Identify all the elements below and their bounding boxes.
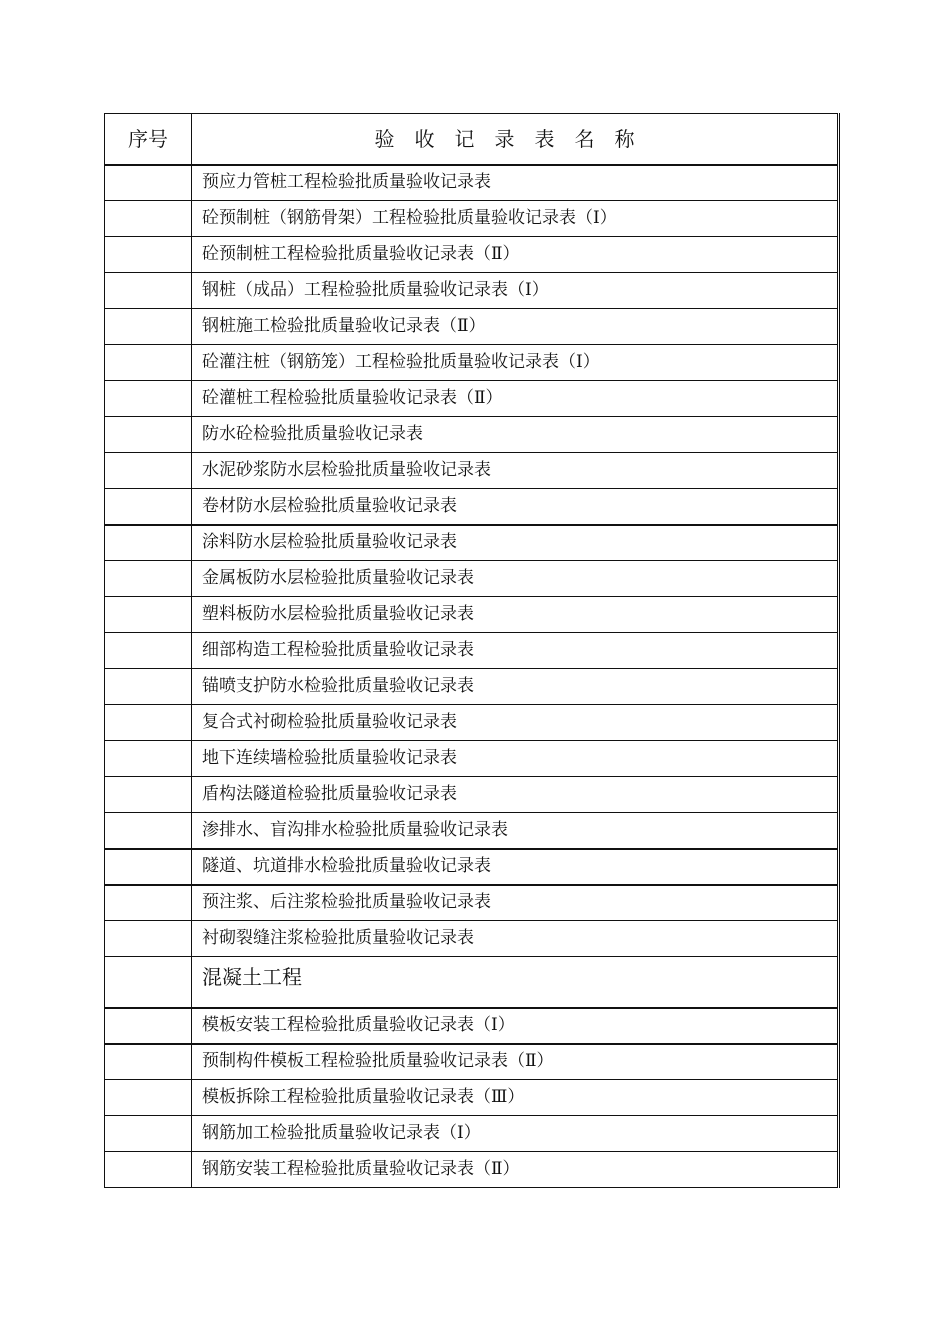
table-row bbox=[105, 381, 839, 417]
row-seq bbox=[105, 741, 192, 777]
row-name: 砼预制桩工程检验批质量验收记录表（Ⅱ） bbox=[192, 237, 839, 273]
row-seq bbox=[105, 1116, 192, 1152]
row-name: 隧道、坑道排水检验批质量验收记录表 bbox=[192, 849, 839, 885]
row-name: 衬砌裂缝注浆检验批质量验收记录表 bbox=[192, 921, 839, 957]
row-name: 地下连续墙检验批质量验收记录表 bbox=[192, 741, 839, 777]
table-row bbox=[105, 561, 839, 597]
row-seq bbox=[105, 633, 192, 669]
row-seq bbox=[105, 453, 192, 489]
row-seq bbox=[105, 777, 192, 813]
table-row bbox=[105, 525, 839, 561]
row-name: 卷材防水层检验批质量验收记录表 bbox=[192, 489, 839, 525]
row-name: 盾构法隧道检验批质量验收记录表 bbox=[192, 777, 839, 813]
table-row bbox=[105, 633, 839, 669]
row-name: 渗排水、盲沟排水检验批质量验收记录表 bbox=[192, 813, 839, 849]
table-header-row bbox=[105, 114, 839, 165]
row-name: 钢筋加工检验批质量验收记录表（Ⅰ） bbox=[192, 1116, 839, 1152]
table-row bbox=[105, 453, 839, 489]
table-row bbox=[105, 309, 839, 345]
row-name: 模板安装工程检验批质量验收记录表（Ⅰ） bbox=[192, 1008, 839, 1044]
row-name: 砼灌注桩（钢筋笼）工程检验批质量验收记录表（Ⅰ） bbox=[192, 345, 839, 381]
section-row bbox=[105, 957, 839, 1008]
table-row bbox=[105, 1116, 839, 1152]
row-name: 细部构造工程检验批质量验收记录表 bbox=[192, 633, 839, 669]
table-row bbox=[105, 201, 839, 237]
row-seq bbox=[105, 345, 192, 381]
table-row bbox=[105, 705, 839, 741]
table-row bbox=[105, 1044, 839, 1080]
table-row bbox=[105, 489, 839, 525]
row-seq bbox=[105, 1080, 192, 1116]
row-name: 塑料板防水层检验批质量验收记录表 bbox=[192, 597, 839, 633]
row-name: 防水砼检验批质量验收记录表 bbox=[192, 417, 839, 453]
row-seq bbox=[105, 201, 192, 237]
table-row bbox=[105, 813, 839, 849]
row-name: 涂料防水层检验批质量验收记录表 bbox=[192, 525, 839, 561]
row-name: 预注浆、后注浆检验批质量验收记录表 bbox=[192, 885, 839, 921]
table-row bbox=[105, 597, 839, 633]
row-name: 复合式衬砌检验批质量验收记录表 bbox=[192, 705, 839, 741]
record-table-container bbox=[104, 113, 840, 1188]
row-seq bbox=[105, 309, 192, 345]
row-seq bbox=[105, 669, 192, 705]
row-name: 钢筋安装工程检验批质量验收记录表（Ⅱ） bbox=[192, 1152, 839, 1188]
table-row bbox=[105, 165, 839, 201]
row-seq bbox=[105, 1044, 192, 1080]
row-seq bbox=[105, 489, 192, 525]
row-name: 锚喷支护防水检验批质量验收记录表 bbox=[192, 669, 839, 705]
row-seq bbox=[105, 1008, 192, 1044]
row-name: 预制构件模板工程检验批质量验收记录表（Ⅱ） bbox=[192, 1044, 839, 1080]
row-name: 金属板防水层检验批质量验收记录表 bbox=[192, 561, 839, 597]
header-seq: 序号 bbox=[105, 114, 192, 165]
table-row bbox=[105, 885, 839, 921]
row-name: 钢桩施工检验批质量验收记录表（Ⅱ） bbox=[192, 309, 839, 345]
table-row bbox=[105, 417, 839, 453]
row-seq bbox=[105, 525, 192, 561]
table-row bbox=[105, 345, 839, 381]
row-name: 钢桩（成品）工程检验批质量验收记录表（Ⅰ） bbox=[192, 273, 839, 309]
row-seq bbox=[105, 921, 192, 957]
record-table bbox=[104, 113, 840, 1188]
row-name: 砼预制桩（钢筋骨架）工程检验批质量验收记录表（Ⅰ） bbox=[192, 201, 839, 237]
table-row bbox=[105, 1080, 839, 1116]
row-name: 预应力管桩工程检验批质量验收记录表 bbox=[192, 165, 839, 201]
row-seq bbox=[105, 165, 192, 201]
table-row bbox=[105, 669, 839, 705]
table-row bbox=[105, 1008, 839, 1044]
row-seq bbox=[105, 885, 192, 921]
row-name: 模板拆除工程检验批质量验收记录表（Ⅲ） bbox=[192, 1080, 839, 1116]
table-row bbox=[105, 777, 839, 813]
row-seq bbox=[105, 705, 192, 741]
row-seq bbox=[105, 417, 192, 453]
row-seq bbox=[105, 849, 192, 885]
row-seq bbox=[105, 597, 192, 633]
section-title: 混凝土工程 bbox=[192, 957, 839, 1008]
row-name: 砼灌桩工程检验批质量验收记录表（Ⅱ） bbox=[192, 381, 839, 417]
table-row bbox=[105, 921, 839, 957]
row-seq bbox=[105, 273, 192, 309]
row-seq bbox=[105, 237, 192, 273]
row-seq bbox=[105, 813, 192, 849]
table-row bbox=[105, 741, 839, 777]
row-name: 水泥砂浆防水层检验批质量验收记录表 bbox=[192, 453, 839, 489]
row-seq bbox=[105, 561, 192, 597]
row-seq bbox=[105, 957, 192, 1008]
header-name: 验收记录表名称 bbox=[192, 114, 839, 165]
table-row bbox=[105, 849, 839, 885]
table-row bbox=[105, 1152, 839, 1188]
row-seq bbox=[105, 1152, 192, 1188]
table-row bbox=[105, 237, 839, 273]
table-row bbox=[105, 273, 839, 309]
row-seq bbox=[105, 381, 192, 417]
